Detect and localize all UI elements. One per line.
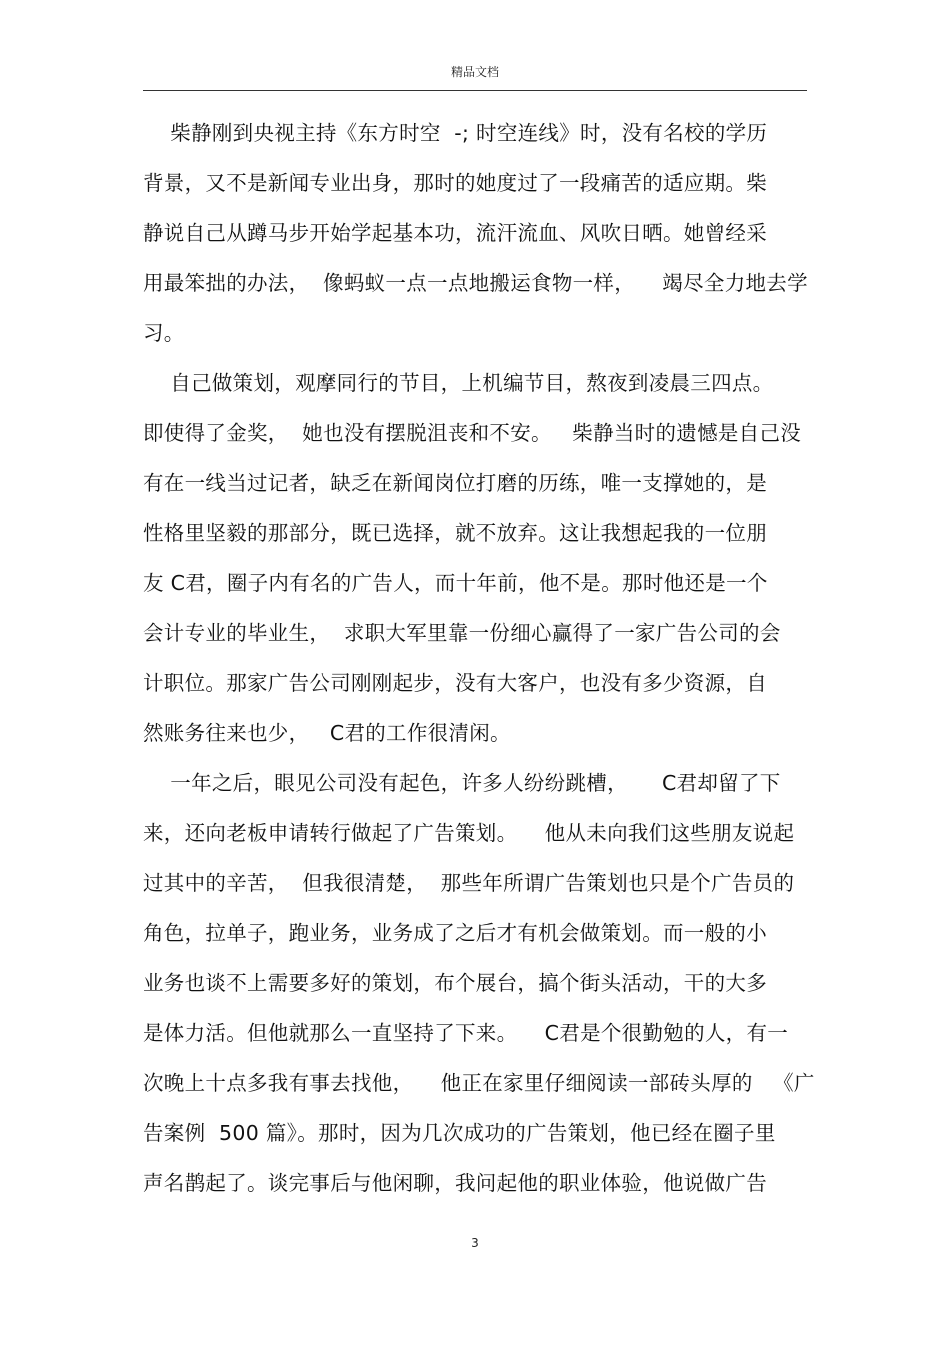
text-line: 静说自己从蹲马步开始学起基本功，流汗流血、风吹日晒。她曾经采 — [143, 221, 767, 245]
text-line: 有在一线当过记者，缺乏在新闻岗位打磨的历练，唯一支撑她的，是 — [143, 471, 767, 495]
text-line: 声名鹊起了。谈完事后与他闲聊，我问起他的职业体验，他说做广告 — [143, 1171, 767, 1195]
text-line: 自己做策划，观摩同行的节目，上机编节目，熬夜到凌晨三四点。 — [143, 371, 774, 395]
text-line: 业务也谈不上需要多好的策划，布个展台，搞个街头活动，干的大多 — [143, 971, 767, 995]
text-line: 即使得了金奖， 她也没有摆脱沮丧和不安。 柴静当时的遗憾是自己没 — [143, 421, 802, 445]
text-line: 性格里坚毅的那部分，既已选择，就不放弃。这让我想起我的一位朋 — [143, 521, 767, 545]
text-line: 用最笨拙的办法， 像蚂蚁一点一点地搬运食物一样， 竭尽全力地去学 — [143, 271, 808, 295]
page-number: 3 — [471, 1236, 479, 1250]
text-line: 会计专业的毕业生， 求职大军里靠一份细心赢得了一家广告公司的会 — [143, 621, 781, 645]
page-header: 精品文档 — [450, 65, 499, 79]
text-line: 背景，又不是新闻专业出身，那时的她度过了一段痛苦的适应期。柴 — [143, 171, 767, 195]
text-line: 是体力活。但他就那么一直坚持了下来。 C君是个很勤勉的人，有一 — [143, 1021, 789, 1045]
text-line: 来，还向老板申请转行做起了广告策划。 他从未向我们这些朋友说起 — [143, 821, 795, 845]
text-line: 一年之后，眼见公司没有起色，许多人纷纷跳槽， C君却留了下 — [143, 771, 781, 795]
text-line: 告案例 500 篇》。那时，因为几次成功的广告策划，他已经在圈子里 — [143, 1121, 776, 1145]
text-line: 然账务往来也少， C君的工作很清闲。 — [143, 721, 511, 745]
text-line: 过其中的辛苦， 但我很清楚， 那些年所谓广告策划也只是个广告员的 — [143, 871, 795, 895]
header-divider — [143, 90, 807, 91]
text-line: 计职位。那家广告公司刚刚起步，没有大客户，也没有多少资源，自 — [143, 671, 767, 695]
text-line: 习。 — [143, 321, 185, 345]
text-line: 次晚上十点多我有事去找他， 他正在家里仔细阅读一部砖头厚的 《广 — [143, 1071, 815, 1095]
text-line: 角色，拉单子，跑业务，业务成了之后才有机会做策划。而一般的小 — [143, 921, 767, 945]
text-line: 友 C君，圈子内有名的广告人，而十年前，他不是。那时他还是一个 — [143, 571, 768, 595]
text-line: 柴静刚到央视主持《东方时空 -; 时空连线》时，没有名校的学历 — [143, 121, 768, 145]
